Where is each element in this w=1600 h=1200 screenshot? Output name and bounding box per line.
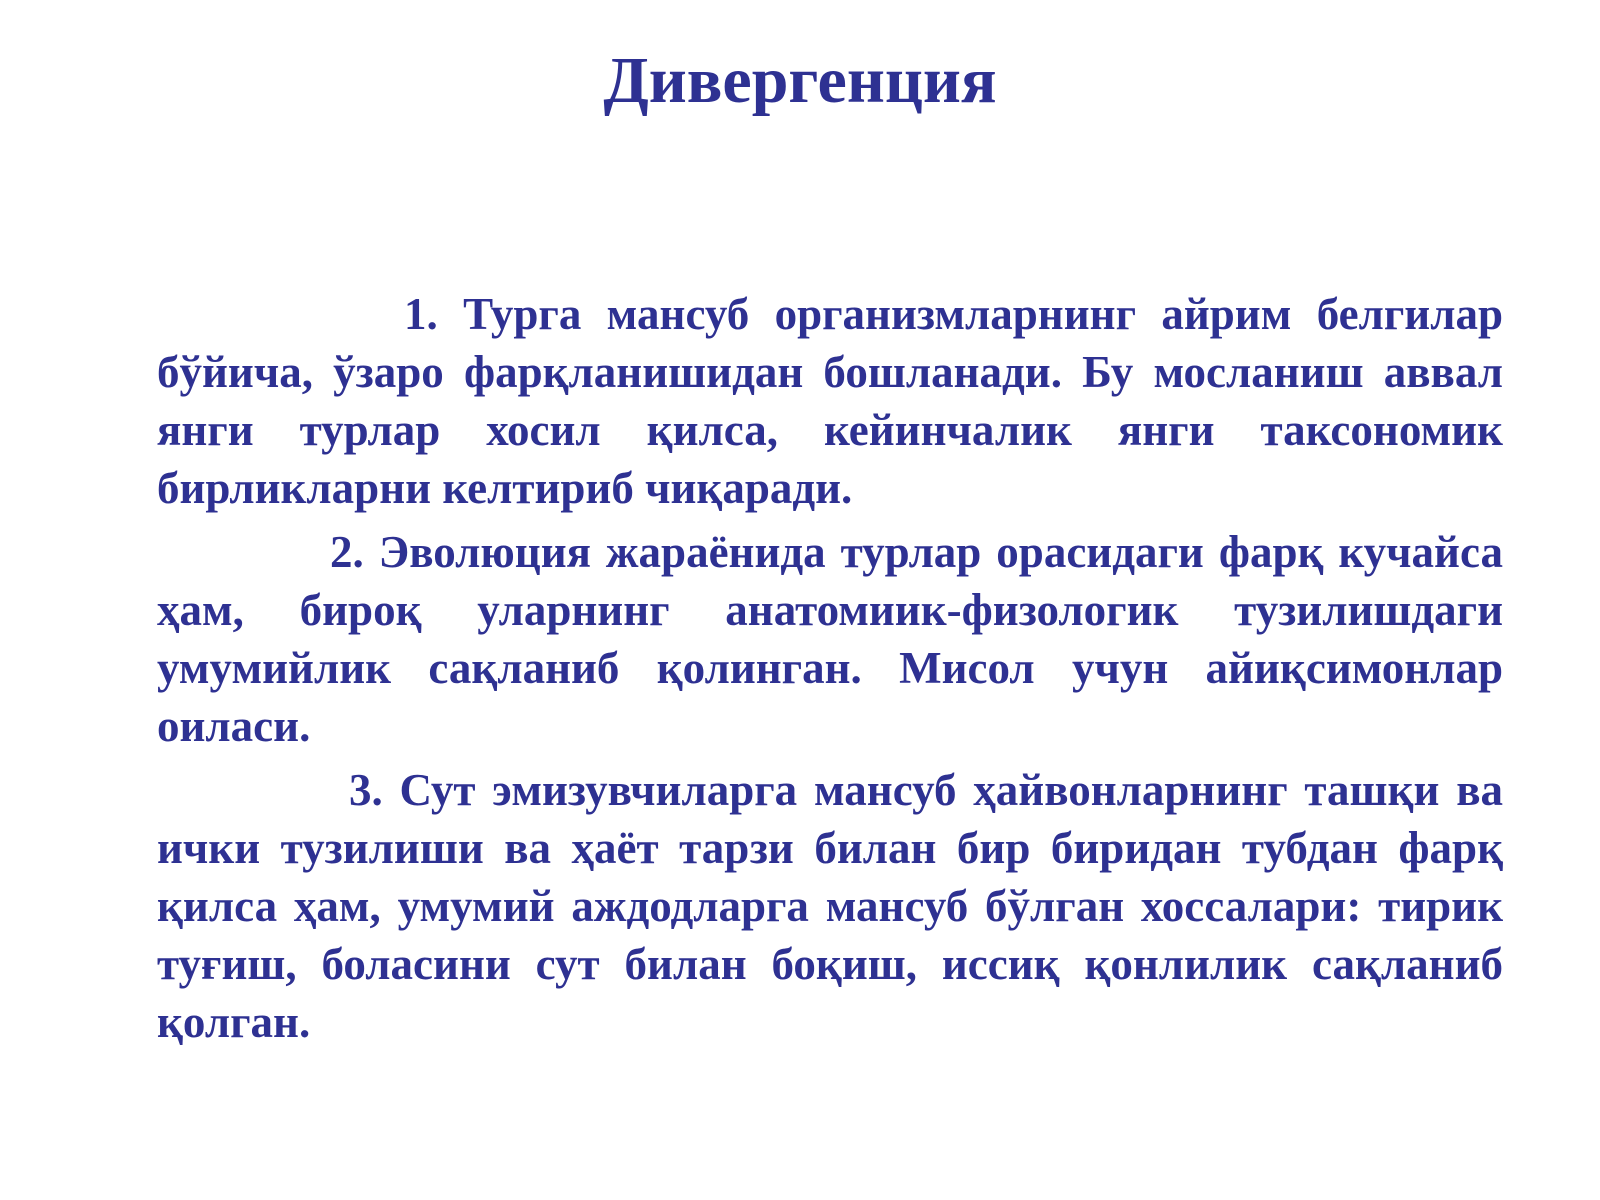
slide-body	[157, 285, 1503, 1051]
paragraph-1: 1. Турга мансуб организмларнинг айрим белгилар бўйича, ўзаро фарқланишидан бошланади. Бу мосланиш аввал янги турлар хосил қилса, кейинчалик янги таксономик бирликларни келтириб чиқаради.	[157, 289, 1503, 513]
paragraph-3: 3. Сут эмизувчиларга мансуб ҳайвонларнинг ташқи ва ички тузилиши ва ҳаёт тарзи билан бир биридан тубдан фарқ қилса ҳам, умумий аждодларга мансуб бўлган хоссалари: тирик туғиш, боласини сут билан боқиш, иссиқ қонлилик сақланиб қолган.	[157, 765, 1503, 1047]
paragraph-2: 2. Эволюция жараёнида турлар орасидаги фарқ кучайса ҳам, бироқ уларнинг анатомиик-физологик тузилишдаги умумийлик сақланиб қолинган. Мисол учун айиқсимонлар оиласи.	[157, 527, 1503, 751]
slide-title: Дивергенция	[603, 44, 997, 117]
